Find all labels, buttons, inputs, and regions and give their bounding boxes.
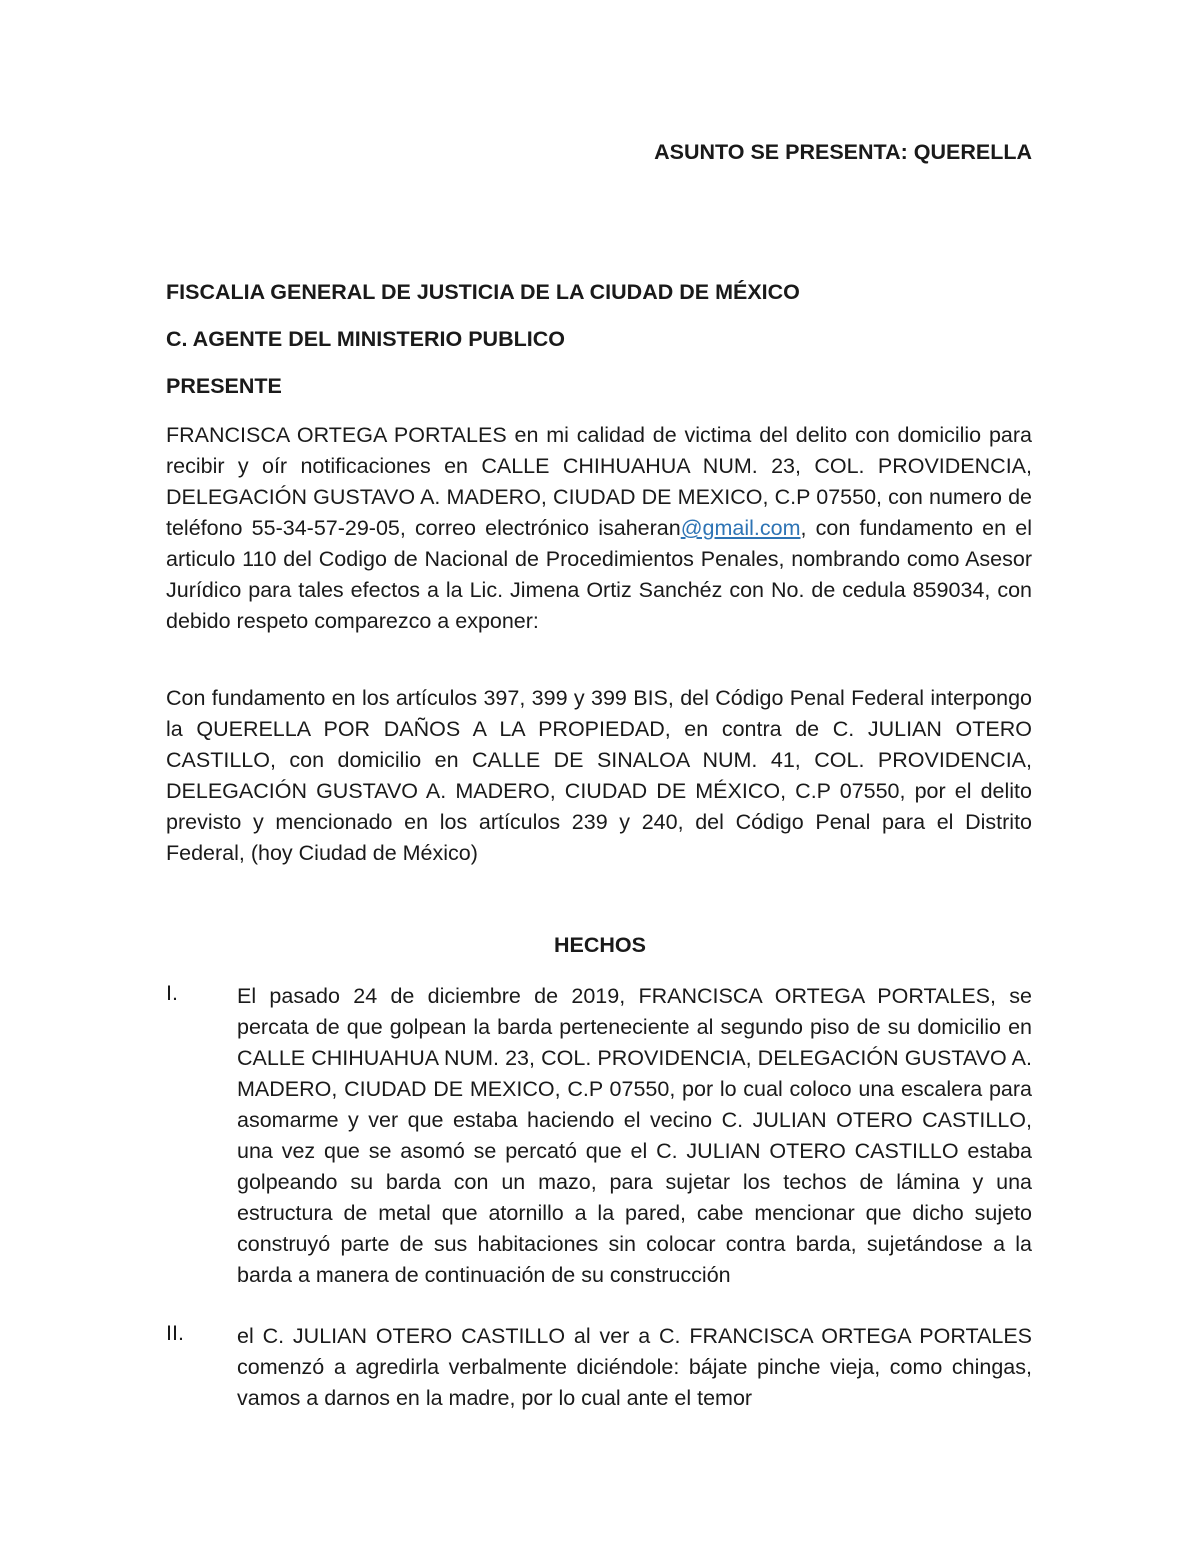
hecho-text: El pasado 24 de diciembre de 2019, FRANCISCA ORTEGA PORTALES, se percata de que golpean la barda perteneciente al segundo piso de su domicilio en CALLE CHIHUAHUA NUM. 23, COL. PROVIDENCIA, DELEGACIÓN GUSTAVO A. MADERO, CIUDAD DE MEXICO, C.P 07550, por lo cual coloco una escalera para asomarme y ver que estaba haciendo el vecino C. JULIAN OTERO CASTILLO, una vez que se asomó se percató que el C. JULIAN OTERO CASTILLO estaba golpeando su barda con un mazo, para sujetar los techos de lámina y una estructura de metal que atornillo a la pared, cabe mencionar que dicho sujeto construyó parte de sus habitaciones sin colocar contra barda, sujetándose a la barda a manera de continuación de su construcción	[237, 984, 1032, 1287]
addressee-fiscalia: FISCALIA GENERAL DE JUSTICIA DE LA CIUDAD DE MÉXICO	[166, 280, 800, 304]
intro-paragraph	[166, 420, 1032, 637]
addressee-agente: C. AGENTE DEL MINISTERIO PUBLICO	[166, 327, 565, 351]
email-link[interactable]: @gmail.com	[680, 516, 801, 540]
hecho-text: el C. JULIAN OTERO CASTILLO al ver a C. FRANCISCA ORTEGA PORTALES comenzó a agredirla verbalmente diciéndole: bájate pinche vieja, como chingas, vamos a darnos en la madre, por lo cual ante el temor	[237, 1324, 1032, 1410]
hecho-number: I.	[166, 981, 178, 1005]
fundamento-paragraph: Con fundamento en los artículos 397, 399 y 399 BIS, del Código Penal Federal interpongo la QUERELLA POR DAÑOS A LA PROPIEDAD, en contra de C. JULIAN OTERO CASTILLO, con domicilio en CALLE DE SINALOA NUM. 41, COL. PROVIDENCIA, DELEGACIÓN GUSTAVO A. MADERO, CIUDAD DE MÉXICO, C.P 07550, por el delito previsto y mencionado en los artículos 239 y 240, del Código Penal para el Distrito Federal, (hoy Ciudad de México)	[166, 686, 1032, 865]
intro-text-end: , con fundamento en el articulo 110 del Codigo de Nacional de Procedimientos Penales, nombrando como Asesor Jurídico para tales efectos a la Lic. Jimena Ortiz Sanchéz con No. de cedula 859034, con debido respeto comparezco a exponer:	[166, 516, 1032, 633]
addressee-presente: PRESENTE	[166, 374, 282, 398]
asunto-heading: ASUNTO SE PRESENTA: QUERELLA	[654, 140, 1032, 164]
hechos-heading: HECHOS	[554, 933, 646, 957]
intro-text-start: FRANCISCA ORTEGA PORTALES en mi calidad de victima del delito con domicilio para recibir y oír notificaciones en CALLE CHIHUAHUA NUM. 23, COL. PROVIDENCIA, DELEGACIÓN GUSTAVO A. MADERO, CIUDAD DE MEXICO, C.P 07550, con numero de teléfono 55-34-57-29-05, correo electrónico isaheran	[166, 423, 1032, 540]
hecho-number: II.	[166, 1321, 184, 1345]
